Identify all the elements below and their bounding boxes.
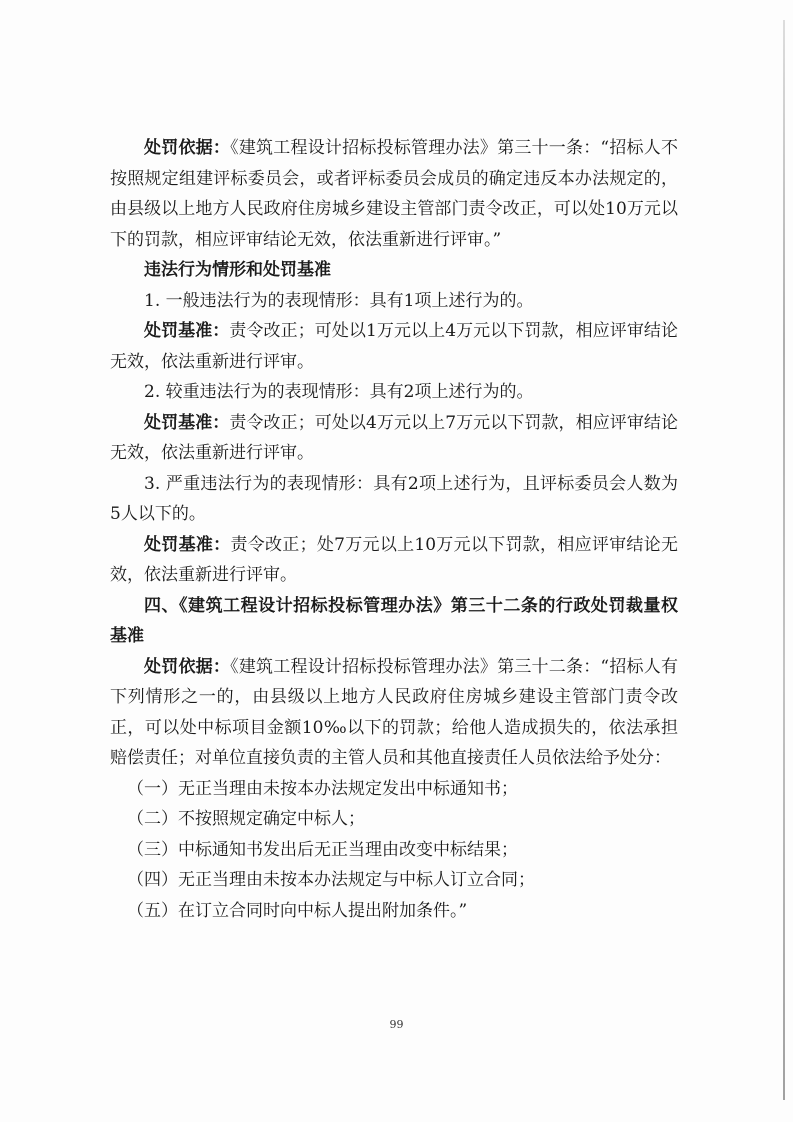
paragraph-basis-31 [110, 133, 678, 255]
list-item-text: （三）中标通知书发出后无正当理由改变中标结果； [127, 839, 518, 860]
list-item [110, 835, 678, 866]
paragraph-lead: 处罚依据： [144, 656, 231, 677]
section-heading-article-32 [110, 591, 678, 652]
list-item [110, 804, 678, 835]
list-item-text: （一）无正当理由未按本办法规定发出中标通知书； [127, 778, 518, 799]
paragraph-text: 责令改正；可处以1万元以上4万元以下罚款，相应评审结论无效，依法重新进行评审。 [110, 321, 679, 372]
list-item-text: （二）不按照规定确定中标人； [127, 809, 365, 829]
paragraph-general-penalty [110, 316, 678, 377]
paragraph-lead: 处罚基准： [144, 534, 231, 555]
heading-text: 四、《建筑工程设计招标投标管理办法》第三十二条的行政处罚裁量权基准 [110, 595, 678, 646]
paragraph-serious-case [110, 377, 678, 408]
paragraph-text: 责令改正；可处以4万元以上7万元以下罚款，相应评审结论无效，依法重新进行评审。 [110, 412, 679, 463]
paragraph-serious-penalty [110, 408, 678, 469]
list-item [110, 865, 678, 896]
paragraph-text: 3. 严重违法行为的表现情形：具有2项上述行为，且评标委员会人数为5人以下的。 [110, 473, 678, 524]
page-number: 99 [389, 1018, 404, 1031]
paragraph-text: 2. 较重违法行为的表现情形：具有2项上述行为的。 [144, 382, 534, 402]
list-item [110, 896, 678, 927]
paragraph-general-case [110, 286, 678, 317]
heading-text: 违法行为情形和处罚基准 [144, 260, 331, 280]
paragraph-basis-32 [110, 652, 678, 774]
paragraph-text: 《建筑工程设计招标投标管理办法》第三十二条：“招标人有下列情形之一的，由县级以上地方人民政府住房城乡建设主管部门责令改正，可以处中标项目金额10‰以下的罚款；给他人造成损失的，依法承担赔偿责任；对单位直接负责的主管人员和其他直接责任人员依法给予处分： [110, 656, 678, 768]
section-heading-standards [110, 255, 678, 286]
paragraph-text: 1. 一般违法行为的表现情形：具有1项上述行为的。 [144, 290, 534, 311]
list-item [110, 774, 678, 805]
list-item-text: （五）在订立合同时向中标人提出附加条件。” [127, 900, 468, 921]
paragraph-lead: 处罚基准： [144, 321, 230, 341]
paragraph-lead: 处罚依据： [144, 138, 231, 158]
scan-edge-shadow [783, 20, 785, 1100]
document-body [110, 133, 678, 926]
list-item-text: （四）无正当理由未按本办法规定与中标人订立合同； [127, 870, 535, 890]
paragraph-lead: 处罚基准： [144, 412, 230, 433]
paragraph-text: 责令改正；处7万元以上10万元以下罚款，相应评审结论无效，依法重新进行评审。 [110, 534, 679, 585]
paragraph-severe-penalty [110, 530, 678, 591]
paragraph-text: 《建筑工程设计招标投标管理办法》第三十一条：“招标人不按照规定组建评标委员会，或者评标委员会成员的确定违反本办法规定的，由县级以上地方人民政府住房城乡建设主管部门责令改正，可以处10万元以下的罚款，相应评审结论无效，依法重新进行评审。” [110, 138, 678, 250]
paragraph-severe-case [110, 469, 678, 530]
